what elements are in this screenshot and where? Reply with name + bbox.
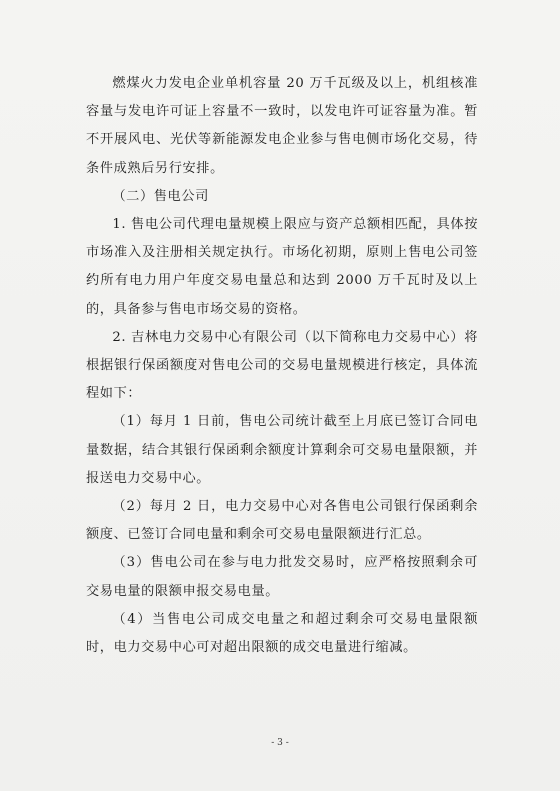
paragraph-agency-volume-limit: 1. 售电公司代理电量规模上限应与资产总额相匹配，具体按市场准入及注册相关规定执行。市场化初期，原则上售电公司签约所有电力用户年度交易电量总和达到 2000 万千瓦时及以上的，具备参与售电市场交易的资格。 — [86, 217, 478, 317]
section-heading-retail-companies: （二）售电公司 — [112, 188, 209, 204]
paragraph-step-3: （3）售电公司在参与电力批发交易时，应严格按照剩余可交易电量的限额申报交易电量。 — [86, 555, 478, 599]
paragraph-step-2: （2）每月 2 日，电力交易中心对各售电公司银行保函剩余额度、已签订合同电量和剩余可交易电量限额进行汇总。 — [86, 499, 478, 543]
paragraph-step-4: （4）当售电公司成交电量之和超过剩余可交易电量限额时，电力交易中心可对超出限额的成交电量进行缩减。 — [86, 611, 478, 656]
page-number: - 3 - — [271, 738, 289, 748]
document-body — [86, 70, 478, 662]
paragraph-trading-center-verification: 2. 吉林电力交易中心有限公司（以下简称电力交易中心）将根据银行保函额度对售电公司的交易电量规模进行核定，具体流程如下： — [86, 329, 478, 402]
paragraph-step-1: （1）每月 1 日前，售电公司统计截至上月底已签订合同电量数据，结合其银行保函剩余额度计算剩余可交易电量限额，并报送电力交易中心。 — [86, 414, 478, 486]
paragraph-coal-power-eligibility: 燃煤火力发电企业单机容量 20 万千瓦级及以上，机组核准容量与发电许可证上容量不一致时，以发电许可证容量为准。暂不开展风电、光伏等新能源发电企业参与售电侧市场化交易，待条件成熟后另行安排。 — [86, 76, 478, 176]
